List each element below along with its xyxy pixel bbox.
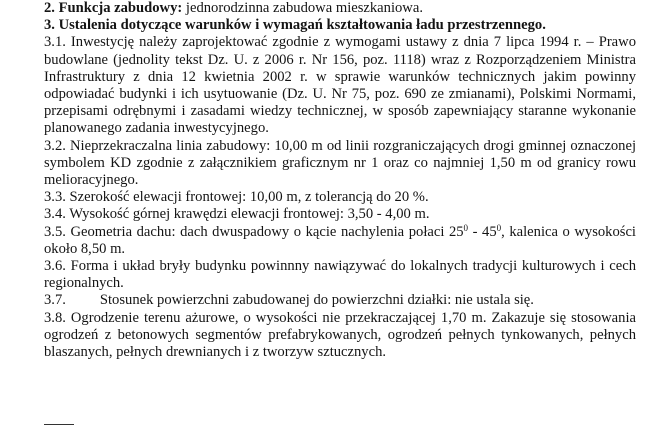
paragraph-3-8: 3.8. Ogrodzenie terenu ażurowe, o wysokości nie przekraczającej 1,70 m. Zakazuje się stosowania ogrodzeń z betonowych segmentów prefabrykowanych, ogrodzeń pełnych tynkowanych, pełnych blaszanych, pełnych drewnianych i z tworzyw sztucznych. <box>44 309 636 361</box>
roof-text-b: - 45 <box>468 223 497 240</box>
paragraph-3-3: 3.3. Szerokość elewacji frontowej: 10,00 m, z tolerancją do 20 %. <box>44 189 429 206</box>
paragraph-3-5 <box>44 224 636 258</box>
roof-text-c: , kalenica o wysokości około 8,50 m. <box>44 223 636 257</box>
roof-text-a: 3.5. Geometria dachu: dach dwuspadowy o kącie nachylenia połaci 25 <box>44 223 464 240</box>
section-2-heading: 2. Funkcja zabudowy: <box>44 0 183 16</box>
paragraph-3-6: 3.6. Forma i układ bryły budynku powinnny nawiązywać do lokalnych tradycji kulturowych i cech regionalnych. <box>44 258 636 292</box>
degree-sup-1: 0 <box>463 222 469 233</box>
paragraph-3-2: 3.2. Nieprzekraczalna linia zabudowy: 10,00 m od linii rozgraniczających drogi gminnej oznaczonej symbolem KD zgodnie z załącznikiem graficznym nr 1 oraz co najmniej 1,50 m od granicy rowu melioracyjnego. <box>44 137 636 189</box>
paragraph-3-7-number: 3.7. <box>44 292 66 309</box>
paragraph-3-1: 3.1. Inwestycję należy zaprojektować zgodnie z wymogami ustawy z dnia 7 lipca 1994 r. – Prawo budowlane (jednolity tekst Dz. U. z 2006 r. Nr 156, poz. 1118) wraz z Rozporządzeniem Ministra Infrastruktury z dnia 12 kwietnia 2002 r. w sprawie warunków technicznych jakim powinny odpowiadać budynki i ich usytuowanie (Dz. U. Nr 75, poz. 690 ze zmianami), Polskimi Normami, przepisami odrębnymi i zasadami wiedzy technicznej, w sposób zapewniający staranne wykonanie planowanego zadania inwestycyjnego. <box>44 34 636 137</box>
paragraph-3-4: 3.4. Wysokość górnej krawędzi elewacji frontowej: 3,50 - 4,00 m. <box>44 206 430 223</box>
paragraph-3-7-text: Stosunek powierzchni zabudowanej do powierzchni działki: nie ustala się. <box>99 292 534 309</box>
section-3-heading: 3. Ustalenia dotyczące warunków i wymagań kształtowania ładu przestrzennego. <box>44 17 546 34</box>
paragraph-3-7 <box>44 292 636 309</box>
section-2-value: jednorodzinna zabudowa mieszkaniowa. <box>182 0 423 16</box>
cut-off-line <box>44 424 74 431</box>
section-2-line <box>44 0 636 17</box>
degree-sup-2: 0 <box>496 222 502 233</box>
